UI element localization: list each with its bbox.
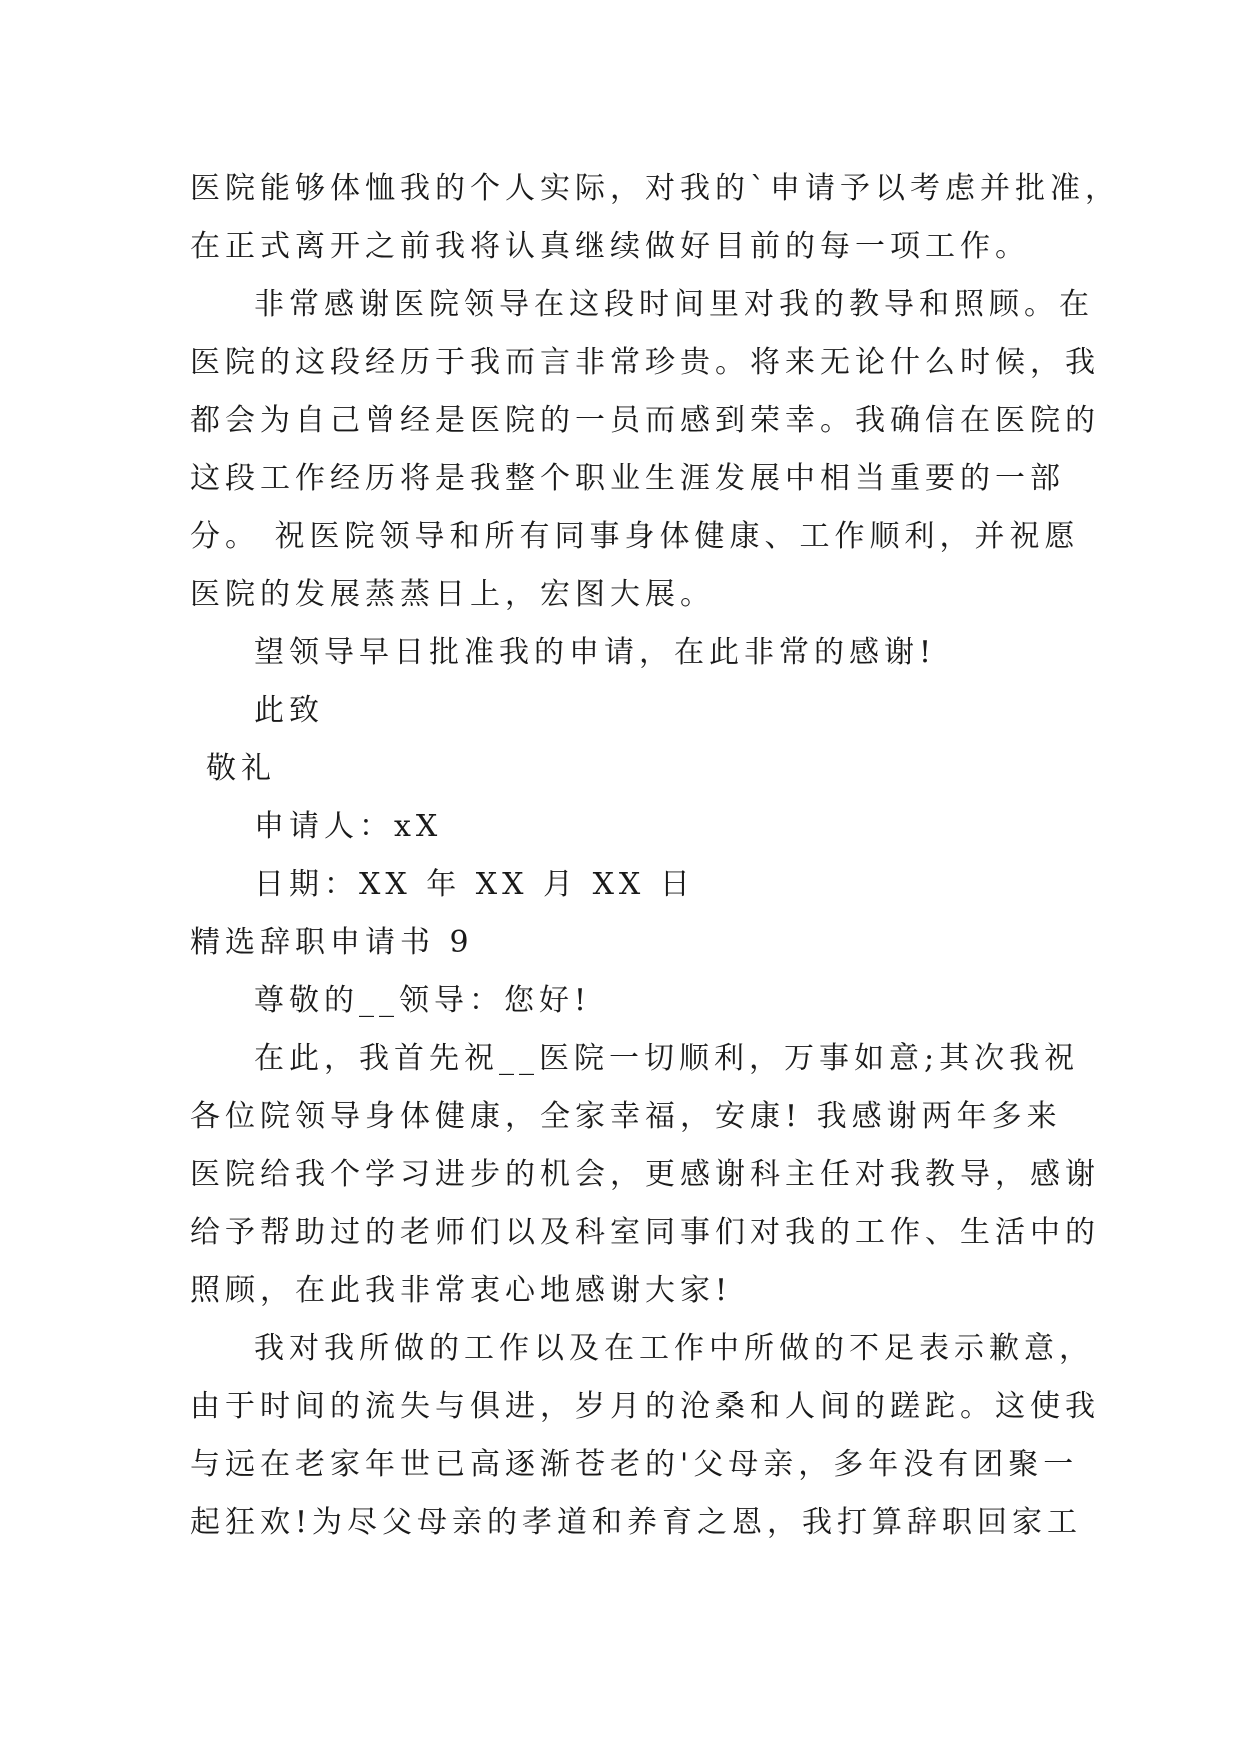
date-line: 日期：XX 年 XX 月 XX 日	[254, 867, 695, 902]
text-line: 医院能够体恤我的个人实际，对我的`申请予以考虑并批准，	[190, 171, 1120, 206]
section-heading: 精选辞职申请书 9	[190, 925, 474, 960]
document-body	[190, 160, 1120, 1552]
text-line: 非常感谢医院领导在这段时间里对我的教导和照顾。在	[254, 287, 1094, 322]
text-line: 分。 祝医院领导和所有同事身体健康、工作顺利，并祝愿	[190, 519, 1080, 554]
text-line: 这段工作经历将是我整个职业生涯发展中相当重要的一部	[190, 461, 1065, 496]
text-line: 照顾，在此我非常衷心地感谢大家!	[190, 1273, 733, 1308]
closing-salutation: 此致	[254, 693, 324, 728]
applicant-line: 申请人：xX	[254, 809, 443, 844]
text-line: 在此，我首先祝__医院一切顺利，万事如意;其次我祝	[254, 1041, 1080, 1076]
text-line: 医院给我个学习进步的机会，更感谢科主任对我教导，感谢	[190, 1157, 1100, 1192]
closing-regards: 敬礼	[206, 751, 276, 786]
text-line: 我对我所做的工作以及在工作中所做的不足表示歉意，	[254, 1331, 1094, 1366]
text-line: 望领导早日批准我的申请，在此非常的感谢!	[254, 635, 937, 670]
text-line: 医院的发展蒸蒸日上，宏图大展。	[190, 577, 715, 612]
text-line: 起狂欢!为尽父母亲的孝道和养育之恩，我打算辞职回家工	[190, 1505, 1083, 1540]
text-line: 医院的这段经历于我而言非常珍贵。将来无论什么时候，我	[190, 345, 1100, 380]
text-line: 与远在老家年世已高逐渐苍老的'父母亲，多年没有团聚一	[190, 1447, 1079, 1482]
greeting-line: 尊敬的__领导：您好!	[254, 983, 592, 1018]
text-line: 在正式离开之前我将认真继续做好目前的每一项工作。	[190, 229, 1030, 264]
text-line: 由于时间的流失与俱进，岁月的沧桑和人间的蹉跎。这使我	[190, 1389, 1100, 1424]
text-line: 各位院领导身体健康，全家幸福，安康! 我感谢两年多来	[190, 1099, 1062, 1134]
text-line: 给予帮助过的老师们以及科室同事们对我的工作、生活中的	[190, 1215, 1100, 1250]
text-line: 都会为自己曾经是医院的一员而感到荣幸。我确信在医院的	[190, 403, 1100, 438]
